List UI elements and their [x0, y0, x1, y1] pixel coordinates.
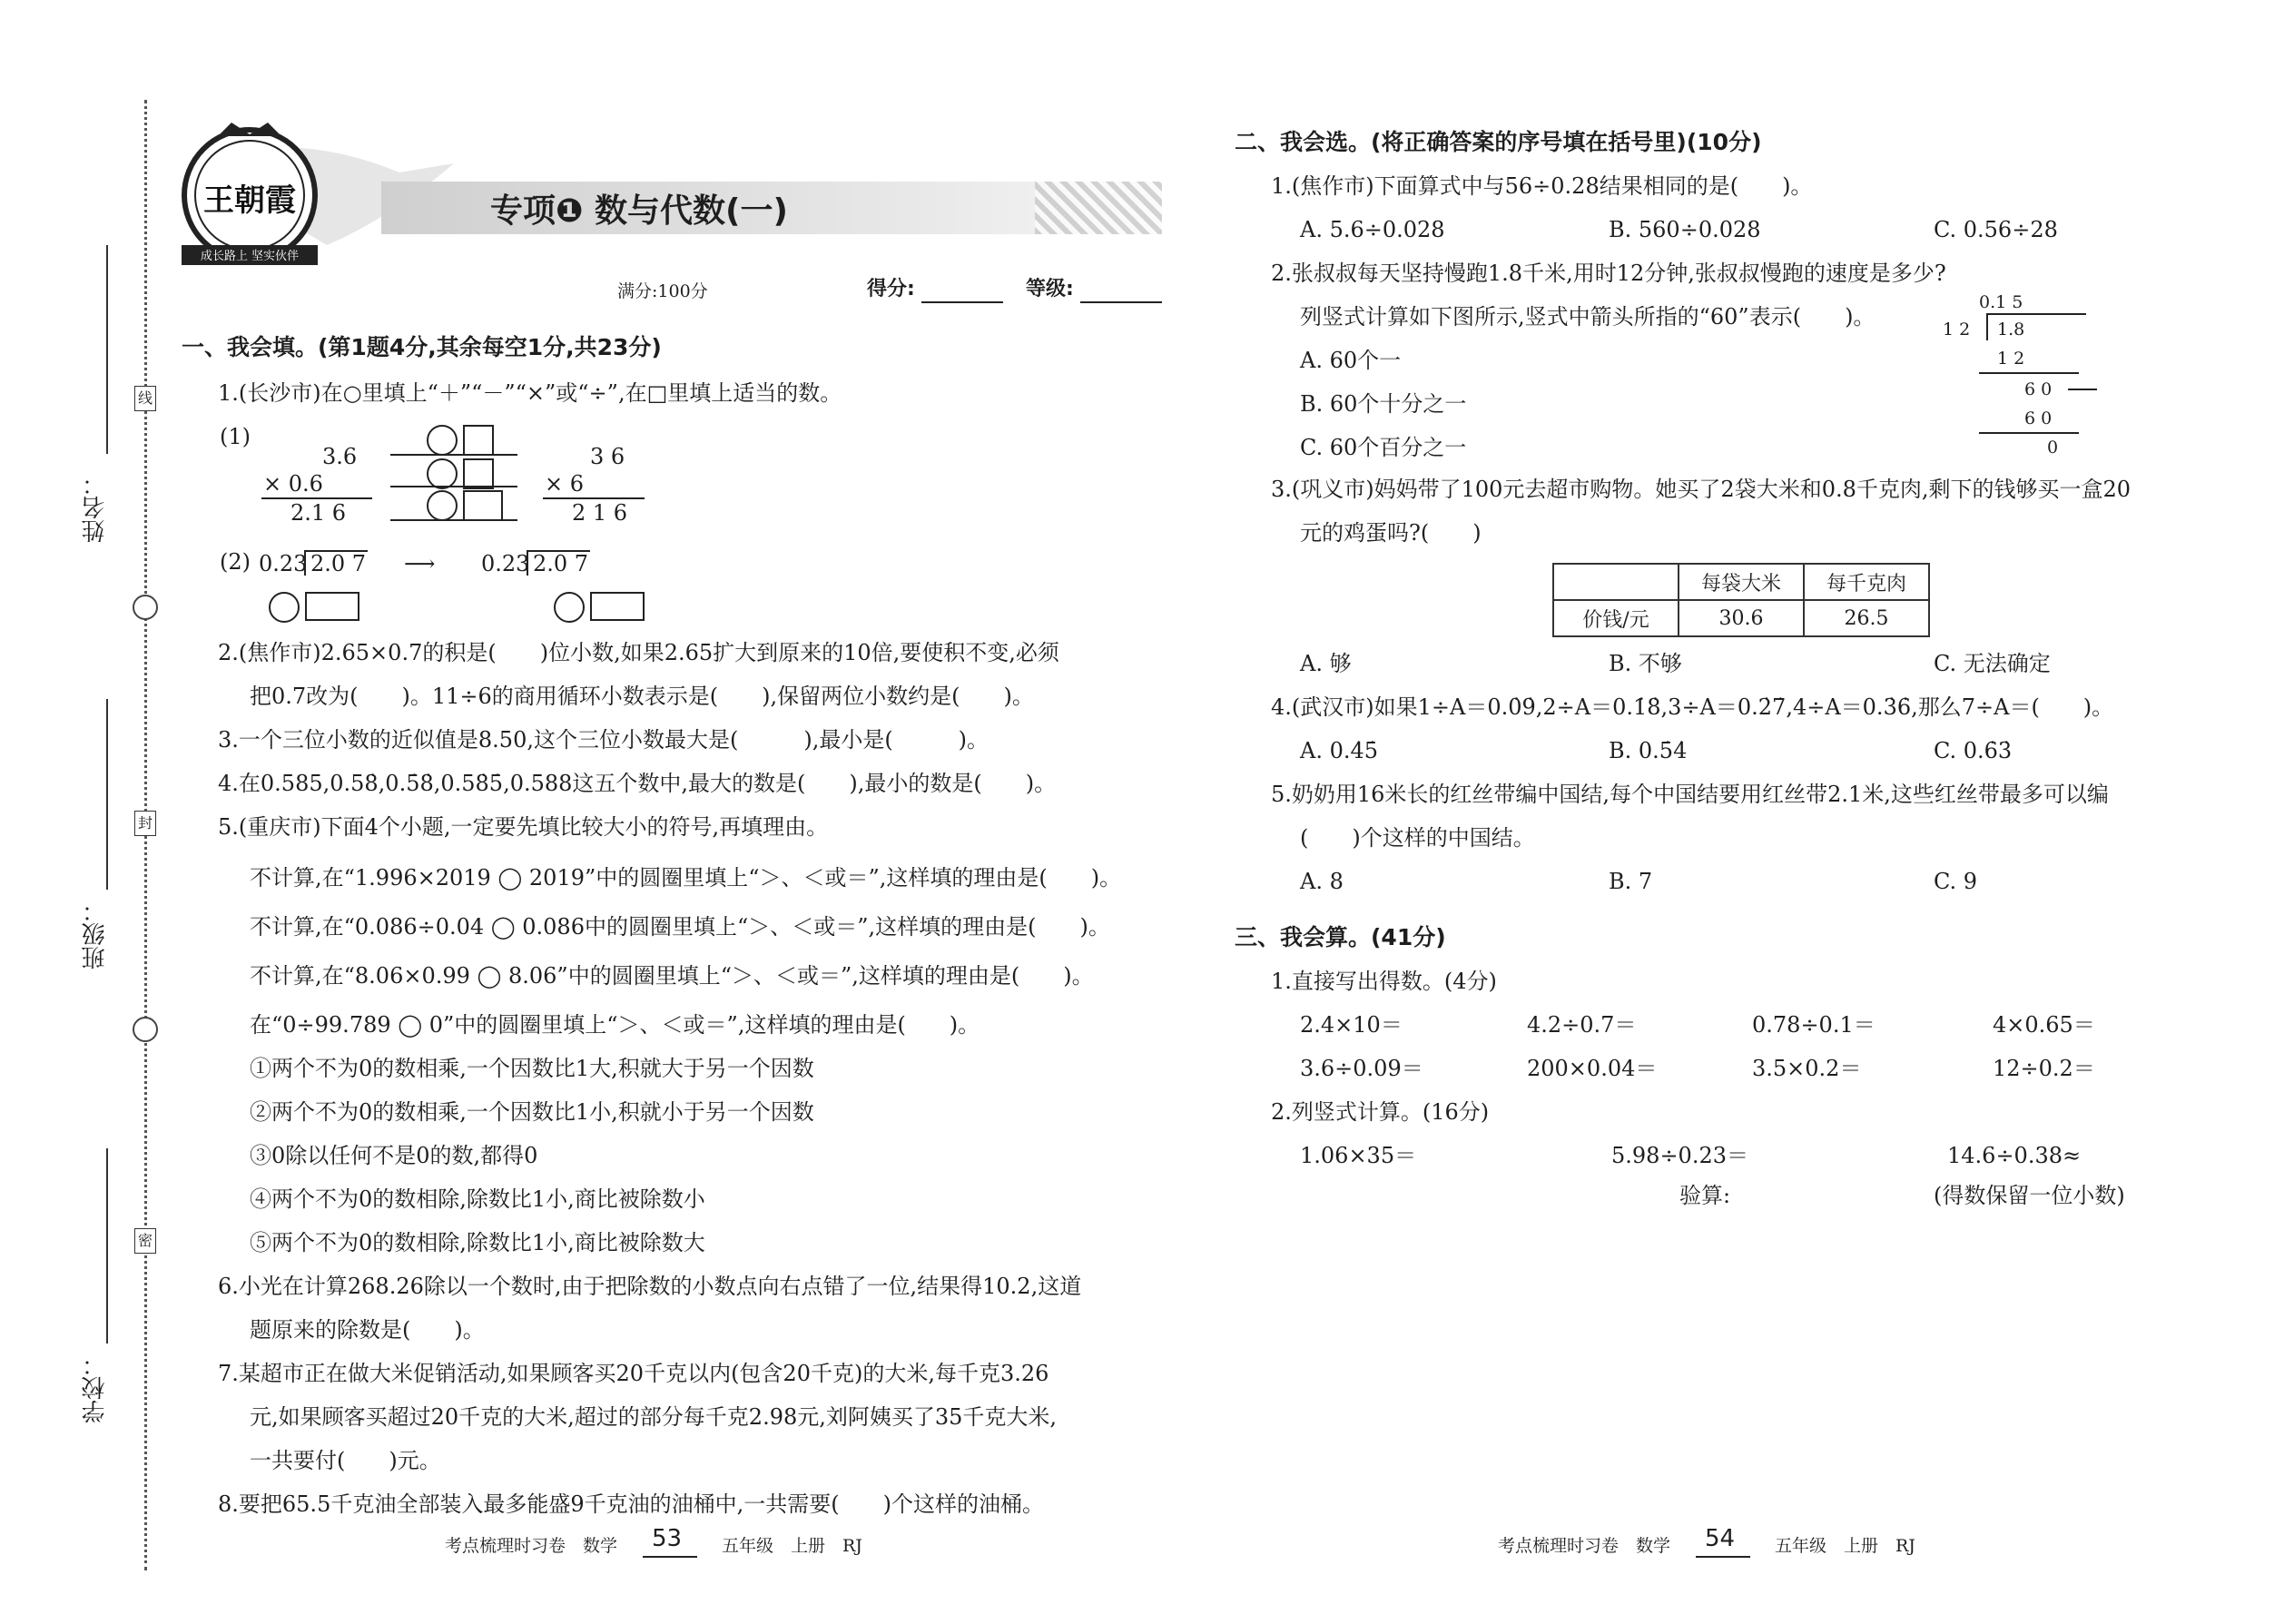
- s2-q3-c: C. 无法确定: [1934, 651, 2051, 676]
- s1-q1-part2: (2): [220, 549, 251, 575]
- s2-q5-b: B. 7: [1609, 869, 1653, 894]
- page-title: 专项❶ 数与代数(一): [490, 192, 788, 230]
- rounding-note: (得数保留一位小数): [1934, 1183, 2125, 1208]
- s1-q6-line1: 6.小光在计算268.26除以一个数时,由于把除数的小数点向右点错了一位,结果得10.2,这道: [218, 1274, 1082, 1299]
- class-label: 班级：: [82, 899, 109, 969]
- footer-left-grade: 五年级 上册 RJ: [722, 1536, 862, 1556]
- seal-bot: 密: [134, 1228, 156, 1254]
- s2-q1: 1.(焦作市)下面算式中与56÷0.28结果相同的是( )。: [1271, 173, 1813, 199]
- s2-q1-c: C. 0.56÷28: [1934, 217, 2058, 242]
- seal-top: 线: [134, 386, 156, 411]
- div-step1: 1 2: [1997, 349, 2025, 369]
- calc-b3: 2 1 6: [572, 500, 628, 526]
- div-divisor: 1 2: [1943, 320, 1971, 340]
- div-line2: [1979, 432, 2079, 434]
- s1-q2-line2: 把0.7改为( )。11÷6的商用循环小数表示是( ),保留两位小数约是( )。: [250, 684, 1034, 709]
- calc-b1: 3 6: [590, 444, 625, 469]
- reason-2: ②两个不为0的数相乘,一个因数比1小,积就小于另一个因数: [250, 1099, 814, 1125]
- s1-q2-line1: 2.(焦作市)2.65×0.7的积是( )位小数,如果2.65扩大到原来的10倍,要使积不变,必须: [218, 640, 1059, 665]
- s1-q6-line2: 题原来的除数是( )。: [250, 1317, 485, 1343]
- logo-slogan: 成长路上 坚实伙伴: [200, 250, 300, 263]
- blank-circle[interactable]: [427, 425, 458, 456]
- calc-b2: × 6: [545, 471, 585, 497]
- s3-q1: 1.直接写出得数。(4分): [1271, 969, 1497, 994]
- table-row-label: 价钱/元: [1553, 600, 1679, 636]
- s2-q4-c: C. 0.6̇3̇: [1934, 738, 2013, 763]
- blank-square[interactable]: [590, 592, 645, 621]
- section3-title: 三、我会算。(41分): [1235, 924, 1446, 950]
- price-table: [1552, 563, 1930, 637]
- calc-a3: 2.1 6: [290, 500, 347, 526]
- s2-q2-stem: 列竖式计算如下图所示,竖式中箭头所指的“60”表示( )。: [1300, 304, 1876, 330]
- reason-4: ④两个不为0的数相除,除数比1小,商比被除数小: [250, 1186, 705, 1212]
- blank-circle[interactable]: [269, 592, 300, 623]
- full-score: 满分:100分: [617, 281, 708, 301]
- table-corner: [1553, 564, 1679, 600]
- blank-circle[interactable]: [427, 458, 458, 489]
- arrow-line: [390, 486, 517, 487]
- expr-8: 12÷0.2＝: [1993, 1056, 2095, 1081]
- blank-circle[interactable]: [554, 592, 585, 623]
- s2-q3-a: A. 够: [1300, 651, 1352, 676]
- name-label: 姓名：: [82, 472, 109, 543]
- div-arrow: [2068, 389, 2097, 390]
- seal-mid: 封: [134, 811, 156, 836]
- expr-7: 3.5×0.2＝: [1752, 1056, 1862, 1081]
- logo-brand: 王朝霞: [203, 182, 296, 219]
- s1-q5a: 不计算,在“1.996×2019 ◯ 2019”中的圆圈里填上“＞、＜或＝”,这样填的理由是( )。: [250, 865, 1122, 891]
- s2-q3-b: B. 不够: [1609, 651, 1682, 676]
- s2-q2: 2.张叔叔每天坚持慢跑1.8千米,用时12分钟,张叔叔慢跑的速度是多少?: [1271, 261, 1946, 286]
- blank-square[interactable]: [463, 458, 494, 489]
- arrow-line: [390, 519, 517, 521]
- s2-q5-line2: ( )个这样的中国结。: [1300, 825, 1535, 851]
- footer-right-grade: 五年级 上册 RJ: [1775, 1536, 1915, 1556]
- s3-q2: 2.列竖式计算。(16分): [1271, 1099, 1490, 1125]
- transform-arrow: ⟶: [404, 551, 436, 576]
- reason-1: ①两个不为0的数相乘,一个因数比1大,积就大于另一个因数: [250, 1056, 814, 1081]
- footer-left-text: 考点梳理时习卷 数学: [445, 1536, 618, 1556]
- div-d1b: 2.0 7: [310, 551, 367, 576]
- s2-q3-line1: 3.(巩义市)妈妈带了100元去超市购物。她买了2袋大米和0.8千克肉,剩下的钱够买一盒20: [1271, 477, 2132, 502]
- s1-q7-line1: 7.某超市正在做大米促销活动,如果顾客买20千克以内(包含20千克)的大米,每千克3.26: [218, 1361, 1049, 1386]
- s1-q5: 5.(重庆市)下面4个小题,一定要先填比较大小的符号,再填理由。: [218, 814, 829, 840]
- s2-q4-b: B. 0.5̇4̇: [1609, 738, 1688, 763]
- s2-q2-b: B. 60个十分之一: [1300, 391, 1467, 417]
- blank-square[interactable]: [463, 490, 503, 521]
- s2-q1-b: B. 560÷0.028: [1609, 217, 1761, 242]
- banner-pattern: [1035, 182, 1162, 234]
- school-label: 学校：: [82, 1353, 109, 1423]
- div-step3: 6 0: [2024, 408, 2053, 428]
- div-bracket: [304, 550, 306, 576]
- s1-q7-line2: 元,如果顾客买超过20千克的大米,超过的部分每千克2.98元,刘阿姨买了35千克大米,: [250, 1404, 1058, 1430]
- calc-a1: 3.6: [322, 444, 358, 469]
- div-side-bar: [1986, 313, 1988, 340]
- table-header: 每袋大米: [1679, 564, 1804, 600]
- score-blank[interactable]: [921, 301, 1003, 303]
- calc-a2: × 0.6: [263, 471, 323, 497]
- s1-q7-line3: 一共要付( )元。: [250, 1448, 441, 1473]
- s2-q5-a: A. 8: [1300, 869, 1344, 894]
- expr-2: 4.2÷0.7＝: [1527, 1012, 1637, 1038]
- section1-title: 一、我会填。(第1题4分,其余每空1分,共23分): [182, 334, 662, 360]
- score-label: 得分:: [867, 278, 915, 300]
- s1-q5c: 不计算,在“8.06×0.99 ◯ 8.06”中的圆圈里填上“＞、＜或＝”,这样填的理由是( )。: [250, 963, 1094, 989]
- s2-q2-c: C. 60个百分之一: [1300, 435, 1467, 460]
- name-line: [106, 245, 108, 454]
- s1-q5d: 在“0÷99.789 ◯ 0”中的圆圈里填上“＞、＜或＝”,这样填的理由是( )。: [250, 1012, 980, 1038]
- s2-q1-a: A. 5.6÷0.028: [1300, 217, 1445, 242]
- page-underline: [1696, 1556, 1750, 1558]
- s1-q8: 8.要把65.5千克油全部装入最多能盛9千克油的油桶中,一共需要( )个这样的油桶。: [218, 1491, 1044, 1517]
- s2-q5-line1: 5.奶奶用16米长的红丝带编中国结,每个中国结要用红丝带2.1米,这些红丝带最多可以编: [1271, 782, 2109, 807]
- s1-q1-part1: (1): [220, 424, 251, 449]
- div-step4: 0: [2047, 438, 2059, 458]
- s2-q3-line2: 元的鸡蛋吗?( ): [1300, 520, 1482, 546]
- div-d1: 0.23: [259, 551, 308, 576]
- footer-right-text: 考点梳理时习卷 数学: [1498, 1536, 1671, 1556]
- gutter-hole-1: [133, 595, 158, 620]
- expr-3: 0.78÷0.1＝: [1752, 1012, 1876, 1038]
- page-number-53: 53: [652, 1525, 683, 1552]
- arrow-line: [390, 454, 517, 456]
- s1-q1: 1.(长沙市)在○里填上“＋”“－”“×”或“÷”,在□里填上适当的数。: [218, 380, 842, 406]
- blank-square[interactable]: [305, 592, 359, 621]
- blank-circle[interactable]: [427, 490, 458, 521]
- grade-blank[interactable]: [1080, 301, 1162, 303]
- s2-q2-a: A. 60个一: [1300, 348, 1402, 373]
- check-label: 验算:: [1679, 1183, 1731, 1208]
- expr-1: 2.4×10＝: [1300, 1012, 1403, 1038]
- table-header: 每千克肉: [1804, 564, 1929, 600]
- div-bracket: [527, 550, 528, 576]
- calc-1: 1.06×35＝: [1300, 1143, 1417, 1168]
- calc-3: 14.6÷0.38≈: [1947, 1143, 2082, 1168]
- table-cell: 30.6: [1679, 600, 1804, 636]
- div-step2: 6 0: [2024, 379, 2053, 399]
- grade-label: 等级:: [1026, 278, 1074, 300]
- div-d2: 0.23: [481, 551, 530, 576]
- s2-q4-a: A. 0.4̇5̇: [1300, 738, 1379, 763]
- s2-q5-c: C. 9: [1934, 869, 1978, 894]
- expr-6: 200×0.04＝: [1527, 1056, 1658, 1081]
- div-dividend: 1.8: [1997, 320, 2025, 340]
- gutter-hole-2: [133, 1017, 158, 1042]
- expr-4: 4×0.65＝: [1993, 1012, 2095, 1038]
- reason-5: ⑤两个不为0的数相除,除数比1小,商比被除数大: [250, 1230, 705, 1255]
- s1-q4: 4.在0.585,0.58̇,0.5̇8̇,0.58̇5̇,0.588这五个数中,最大的数是( ),最小的数是( )。: [218, 771, 1057, 796]
- s2-q4: 4.(武汉市)如果1÷A＝0.0̇9̇,2÷A＝0.1̇8̇,3÷A＝0.2̇7̇,4÷A＝0.3̇6̇,那么7÷A＝( )。: [1271, 694, 2114, 720]
- s1-q3: 3.一个三位小数的近似值是8.50,这个三位小数最大是( ),最小是( )。: [218, 727, 989, 753]
- school-line: [106, 1148, 108, 1343]
- s1-q5b: 不计算,在“0.086÷0.04 ◯ 0.086中的圆圈里填上“＞、＜或＝”,这样填的理由是( )。: [250, 914, 1110, 940]
- calc-2: 5.98÷0.23＝: [1611, 1143, 1748, 1168]
- div-d2b: 2.0 7: [533, 551, 589, 576]
- blank-square[interactable]: [463, 425, 494, 456]
- div-line1: [1979, 372, 2079, 374]
- table-cell: 26.5: [1804, 600, 1929, 636]
- div-quotient: 0.1 5: [1979, 292, 2023, 312]
- section2-title: 二、我会选。(将正确答案的序号填在括号里)(10分): [1235, 129, 1762, 155]
- class-line: [106, 699, 108, 890]
- page-underline: [643, 1556, 697, 1558]
- page-number-54: 54: [1705, 1525, 1736, 1552]
- expr-5: 3.6÷0.09＝: [1300, 1056, 1423, 1081]
- reason-3: ③0除以任何不是0的数,都得0: [250, 1143, 538, 1168]
- div-top-bar: [1986, 313, 2086, 315]
